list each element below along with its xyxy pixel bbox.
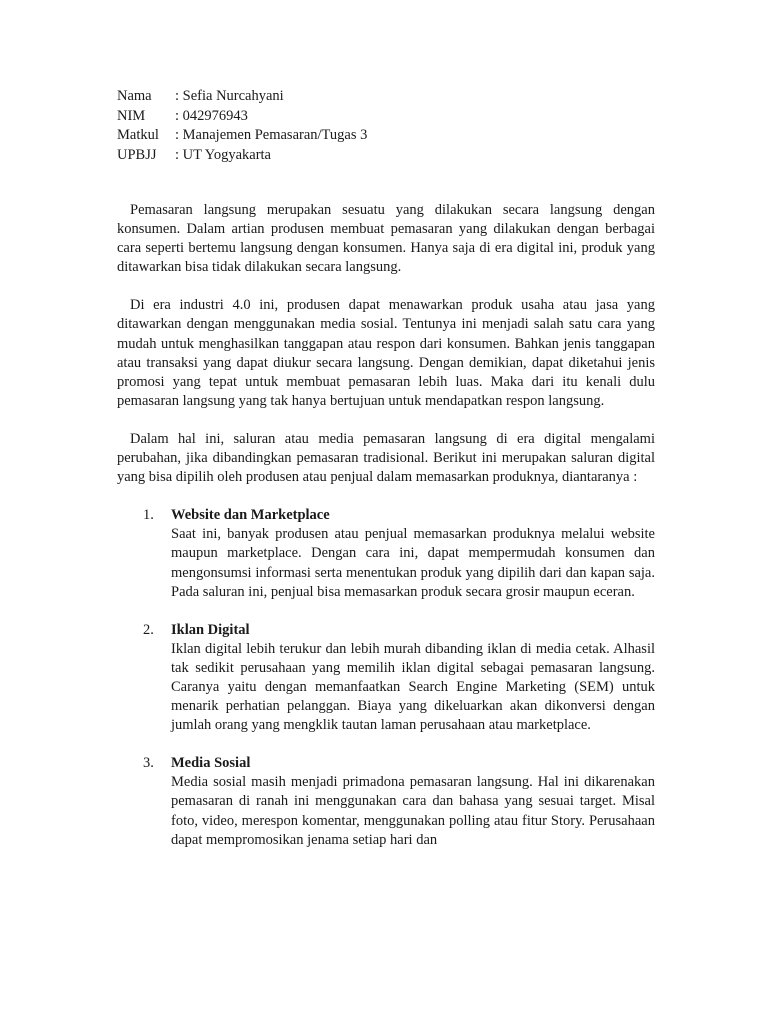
list-item-text: Saat ini, banyak produsen atau penjual memasarkan produknya melalui website maupun marketplace. Dengan cara ini, dapat mempermudah konsumen dan mengonsumsi informasi serta menentukan produk yang dipilih dari dan kapan saja. Pada saluran ini, penjual bisa memasarkan produk secara grosir maupun eceran. bbox=[171, 526, 655, 600]
body-paragraph: Dalam hal ini, saluran atau media pemasaran langsung di era digital mengalami perubahan, jika dibandingkan pemasaran tradisional. Berikut ini merupakan saluran digital yang bisa dipilih oleh produsen atau penjual dalam memasarkan produknya, diantaranya : bbox=[117, 430, 655, 486]
list-item-title: Website dan Marketplace bbox=[171, 507, 330, 524]
list-item-title: Iklan Digital bbox=[171, 621, 250, 638]
list-item bbox=[117, 621, 655, 736]
header-row-nama bbox=[117, 87, 367, 107]
header-row-matkul bbox=[117, 126, 367, 146]
header-label: Nama bbox=[117, 88, 152, 104]
channel-list bbox=[117, 506, 655, 850]
list-item-text: Iklan digital lebih terukur dan lebih murah dibanding iklan di media cetak. Alhasil tak sedikit perusahaan yang memilih iklan digital sebagai pemasaran langsung. Caranya yaitu dengan memanfaatkan Search Engine Marketing (SEM) untuk menarik perhatian pelanggan. Biaya yang dikeluarkan akan dikonversi dengan jumlah orang yang mengklik tautan laman perusahaan atau marketplace. bbox=[171, 640, 655, 734]
header-value: : UT Yogyakarta bbox=[175, 146, 271, 163]
header-label: UPBJJ bbox=[117, 146, 157, 163]
header-row-nim bbox=[117, 107, 367, 127]
header-label: NIM bbox=[117, 107, 146, 124]
header-label: Matkul bbox=[117, 127, 159, 143]
identity-header bbox=[117, 87, 367, 165]
body-paragraph: Di era industri 4.0 ini, produsen dapat menawarkan produk usaha atau jasa yang ditawarkan dengan menggunakan media sosial. Tentunya ini menjadi salah satu cara yang mudah untuk menghasilkan tanggapan atau respon dari konsumen. Bahkan jenis tanggapan atau transaksi yang dapat diukur secara langsung. Dengan demikian, dapat diketahui jenis promosi yang tepat untuk membuat pemasaran lebih luas. Maka dari itu kenali dulu pemasaran langsung yang tak hanya bertujuan untuk mendapatkan respon langsung. bbox=[117, 297, 655, 409]
document-body bbox=[117, 201, 655, 869]
header-row-upbjj bbox=[117, 146, 367, 166]
header-value: : Sefia Nurcahyani bbox=[175, 88, 284, 104]
list-item-text: Media sosial masih menjadi primadona pemasaran langsung. Hal ini dikarenakan pemasaran di ranah ini menggunakan cara dan bahasa yang sesuai target. Misal foto, video, merespon komentar, menggunakan polling atau fitur Story. Perusahaan dapat mempromosikan jenama setiap hari dan bbox=[171, 774, 655, 848]
header-value: : 042976943 bbox=[175, 107, 248, 124]
list-number: 3. bbox=[143, 755, 154, 772]
list-item bbox=[117, 506, 655, 601]
body-paragraph: Pemasaran langsung merupakan sesuatu yang dilakukan secara langsung dengan konsumen. Dalam artian produsen membuat pemasaran yang dilakukan dengan berbagai cara seperti bertemu langsung dengan konsumen. Hanya saja di era digital ini, produk yang ditawarkan bisa tidak dilakukan secara langsung. bbox=[117, 202, 655, 276]
header-value: : Manajemen Pemasaran/Tugas 3 bbox=[175, 127, 368, 143]
list-item bbox=[117, 754, 655, 849]
list-number: 2. bbox=[143, 621, 154, 638]
list-number: 1. bbox=[143, 507, 154, 524]
list-item-title: Media Sosial bbox=[171, 755, 251, 772]
